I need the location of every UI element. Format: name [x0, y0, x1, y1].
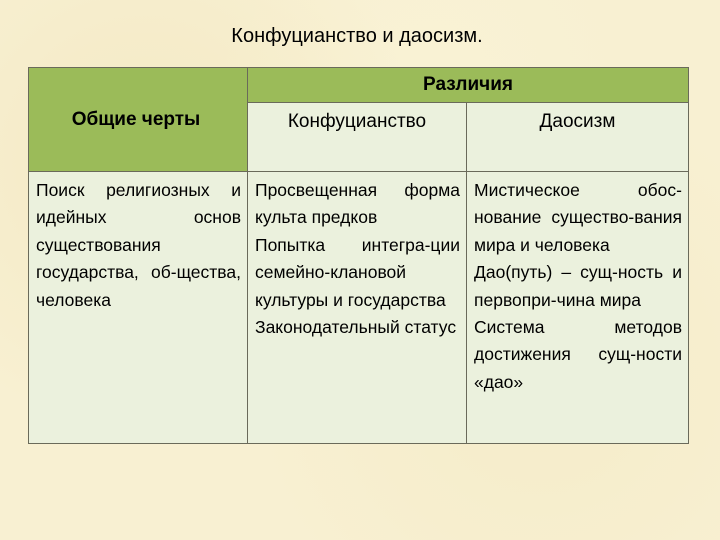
confucianism-item: Попытка интегра-ции семейно-клановой культуры и государства: [255, 234, 460, 310]
taoism-item: Дао(путь) – сущ-ность и первопри-чина мира: [474, 262, 682, 310]
header-common-features: Общие черты: [29, 68, 248, 172]
common-features-cell: [29, 172, 248, 444]
table-row: [29, 172, 689, 444]
header-taoism: Даосизм: [467, 103, 689, 172]
page-title: Конфуцианство и даосизм.: [231, 25, 483, 47]
taoism-item: Система методов достижения сущ-ности «дао»: [474, 317, 682, 392]
header-confucianism: Конфуцианство: [248, 103, 467, 172]
confucianism-item: Законодательный статус: [255, 317, 457, 338]
confucianism-cell: [248, 172, 467, 444]
taoism-cell: [467, 172, 689, 444]
common-features-text: Поиск религиозных и идейных основ существования государства, об-щества, человека: [36, 180, 241, 310]
confucianism-item: Просвещенная форма культа предков: [255, 180, 460, 228]
header-row-top: [29, 68, 689, 103]
header-differences: Различия: [248, 68, 689, 103]
taoism-item: Мистическое обос-нование существо-вания мира и человека: [474, 180, 682, 255]
comparison-table: [28, 67, 689, 444]
